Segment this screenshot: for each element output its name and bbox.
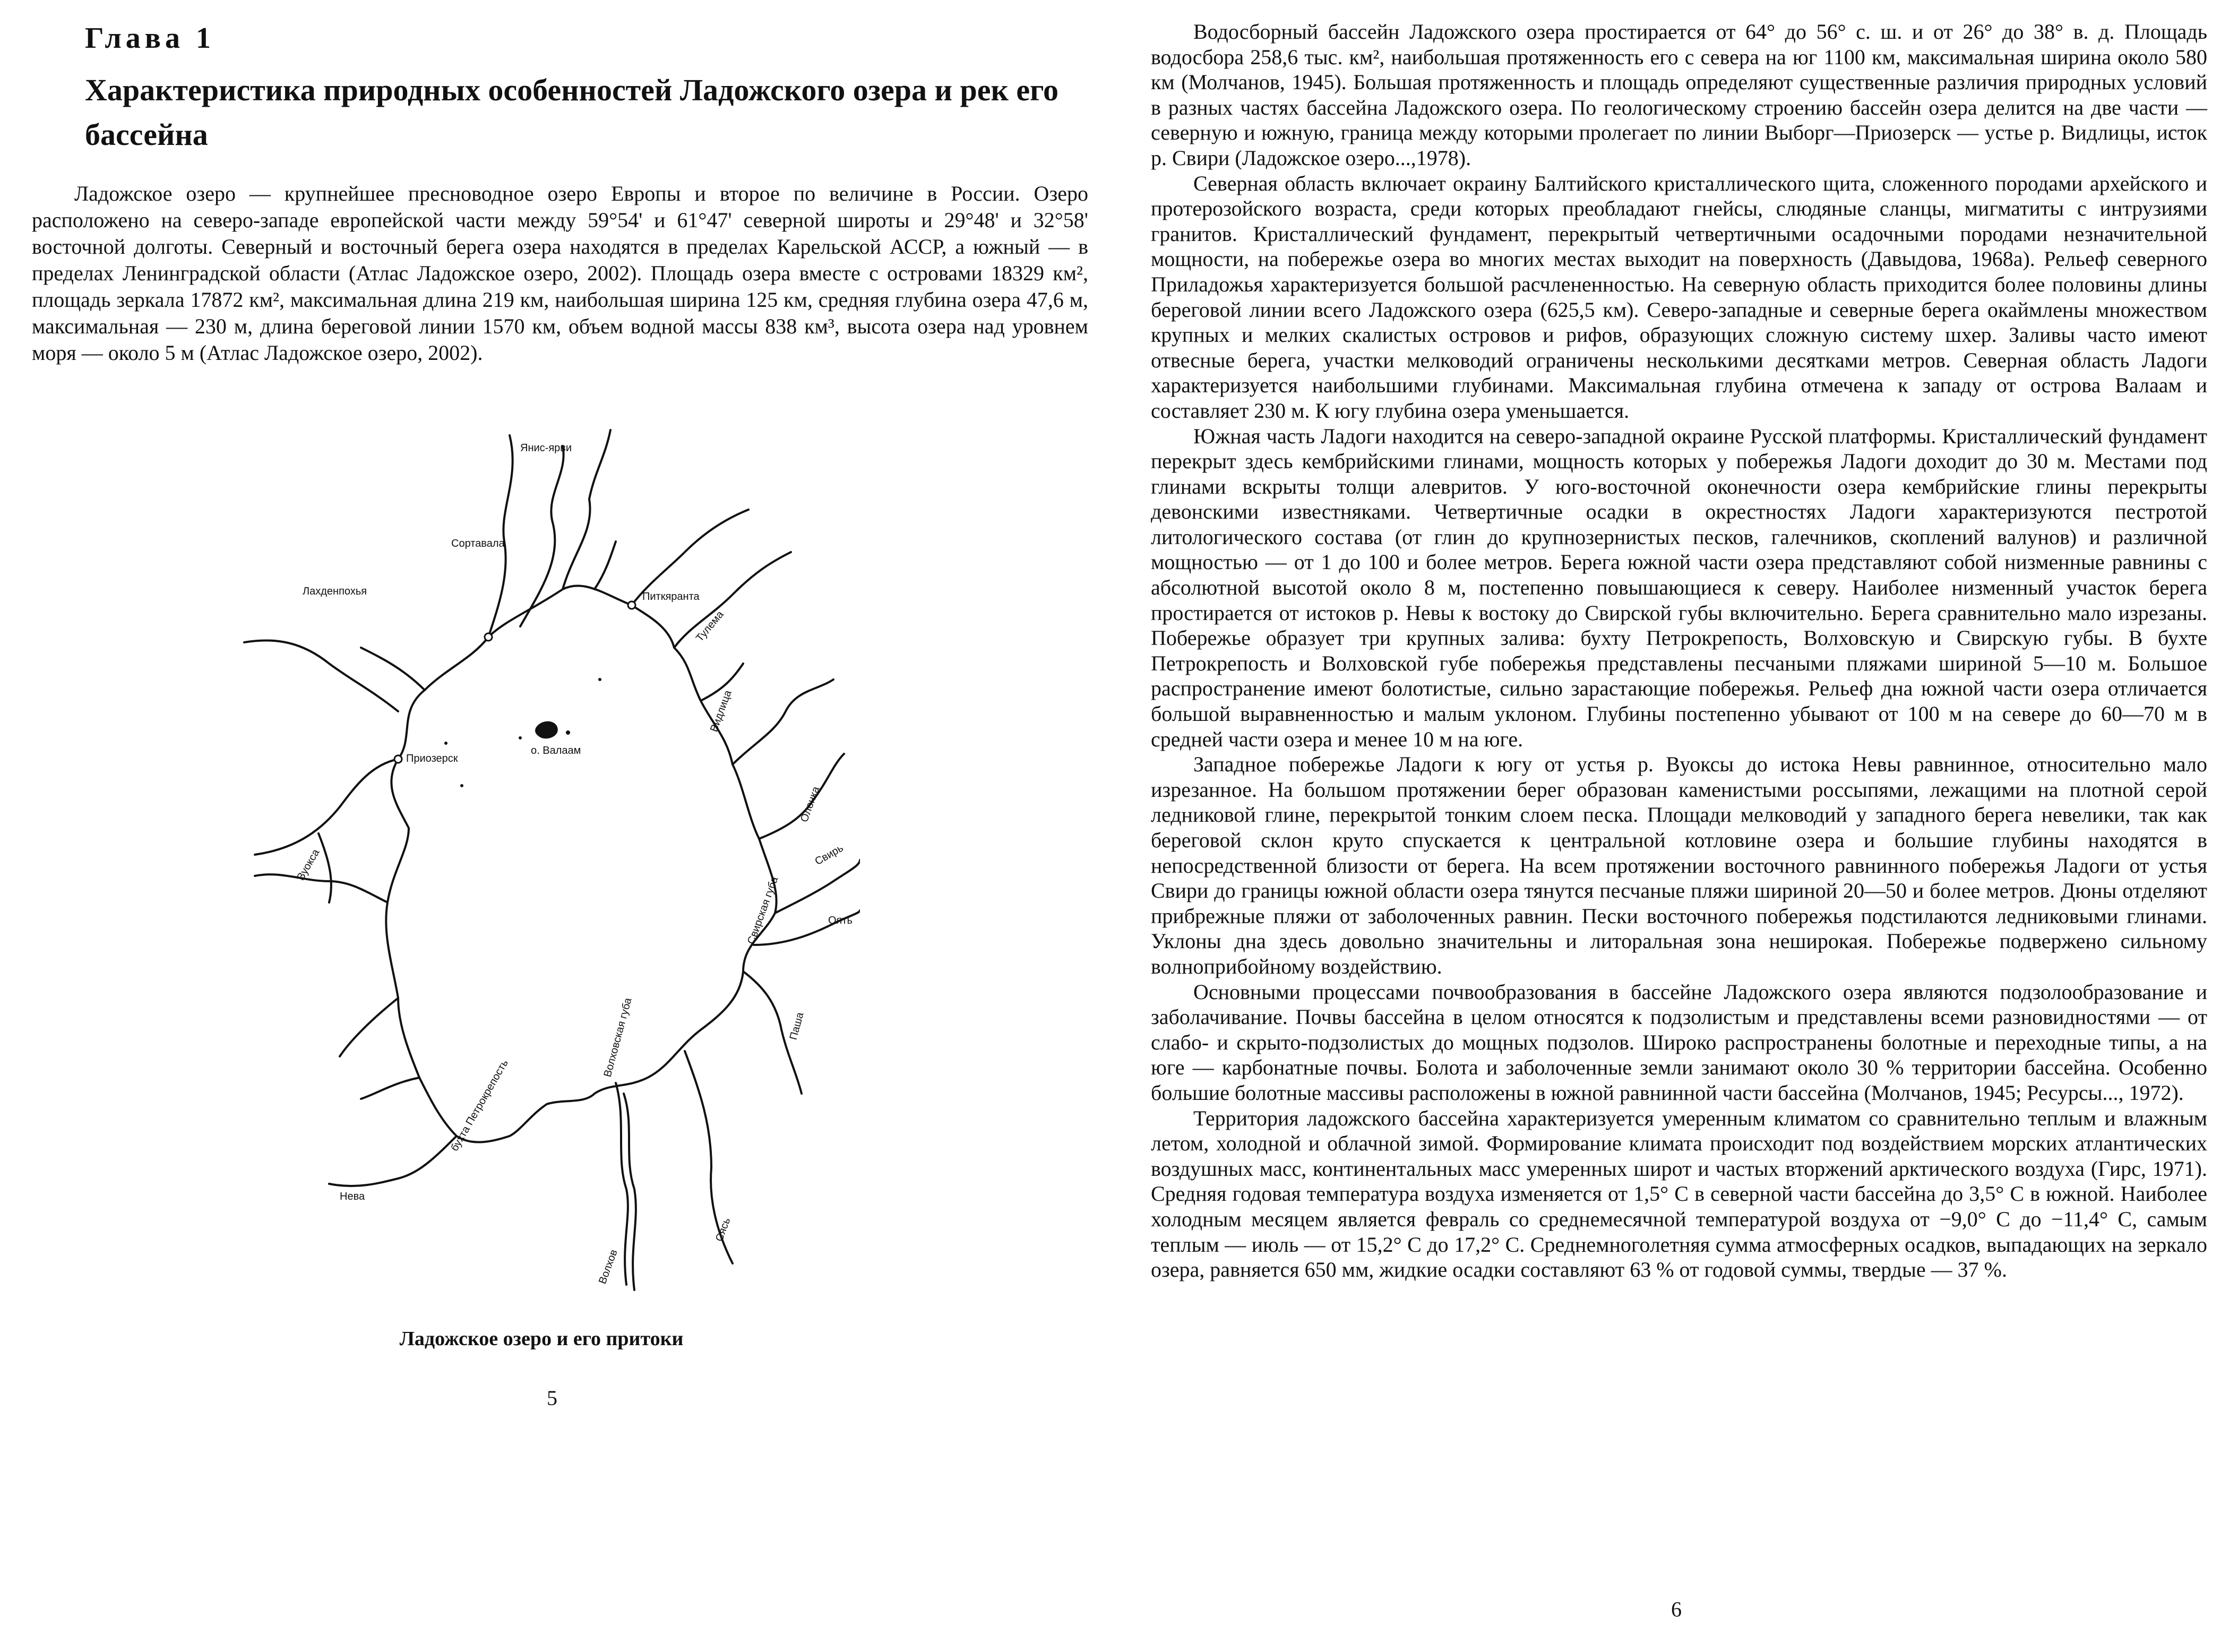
right-page: [1119, 0, 2238, 1652]
paragraph: Южная часть Ладоги находится на северо-западной окраине Русской платформы. Кристаллический фундамент перекрыт здесь кембрийскими глинами, мощность которых у побережья Ладоги доходит до 30 м. Местами под глинами вскрыты толщи алевритов. У юго-восточной оконечности озера кембрийские глины перекрыты девонскими известняками. Четвертичные осадки в окрестностях Ладоги характеризуются пестротой литологического состава (от глин до крупнозернистых песков, галечников, скоплений валунов) и различной мощностью — от 1 до 100 и более метров. Берега южной части озера представляют собой низменные равнины с абсолютной высотой около 8 м, постепенно повышающиеся к северу. Наиболее низменный участок берега простирается от истоков р. Невы к востоку до Свирской губы включительно. Берега сравнительно мало изрезаны. Побережье образует три крупных залива: бухту Петрокрепость, Волховскую и Свирскую губы. В бухте Петрокрепость и Волховской губе побережья представлены песчаными пляжами шириной 5—10 м. Большое распространение имеют болотистые, сильно зарастающие побережья. Рельеф дна южной части озера отличается большой выравненностью и малым уклоном. Глубины постепенно убывают от 100 м на севере до 60—70 м в средней части озера и менее 10 м на юге.: [1151, 424, 2207, 751]
ladoga-map: [223, 414, 860, 1317]
page-number-left: 5: [547, 1386, 557, 1410]
lake-shoreline: [386, 586, 776, 1142]
chapter-title: Характеристика природных особенностей Ладожского озера и рек его бассейна: [85, 73, 1059, 152]
map-label-volkhovskaya: Волховская губа: [601, 996, 634, 1079]
chapter-heading: Глава 1: [85, 22, 215, 55]
map-label-valaam: о. Валаам: [531, 745, 581, 756]
map-label-bukhta: бухта Петрокрепость: [449, 1057, 511, 1154]
paragraph: Территория ладожского бассейна характеризуется умеренным климатом со сравнительно теплым и влажным летом, холодной и облачной зимой. Формирование климата происходит под воздействием морских атлантических воздушных масс, континентальных масс умеренных широт и частых вторжений арктического воздуха (Гирс, 1971). Средняя годовая температура воздуха изменяется от 1,5° С в северной части бассейна до 3,5° С в южной. Наиболее холодным месяцем является февраль со среднемесячной температурой воздуха от −9,0° С до −11,4° С, самым теплым — июль — от 15,2° С до 17,2° С. Среднемноголетняя сумма атмосферных осадков, выпадающих на зеркало озера, равняется 650 мм, жидкие осадки составляют 63 % от годовой суммы, твердые — 37 %.: [1151, 1106, 2207, 1282]
right-text-block: [1151, 19, 2207, 1283]
map-label-svir: Свирь: [813, 842, 846, 868]
intro-paragraph: Ладожское озеро — крупнейшее пресноводное озеро Европы и второе по величине в России. Озеро расположено на северо-западе европейской части между 59°54' и 61°47' северной широты и 29°48' и 32°58' восточной долготы. Северный и восточный берега озера находятся в пределах Карельской АССР, а южный — в пределах Ленинградской области (Атлас Ладожское озеро, 2002). Площадь озера вместе с островами 18329 км², площадь зеркала 17872 км², максимальная длина 219 км, наибольшая ширина 125 км, средняя глубина озера 47,6 м, максимальная — 230 м, длина береговой линии 1570 км, объем водной массы 838 км³, высота озера над уровнем моря — около 5 м (Атлас Ладожское озеро, 2002).: [32, 182, 1088, 365]
map-label-svirskaya: Свирская губа: [745, 875, 781, 946]
map-label-sias: Сясь: [713, 1216, 733, 1243]
map-label-pasha: Паша: [787, 1011, 806, 1042]
map-label-vuoksa: Вуокса: [295, 847, 322, 883]
map-label-priozersk: Приозерск: [406, 753, 458, 764]
map-label-volkhov: Волхов: [597, 1248, 620, 1286]
map-label-vidlitsa: Видлица: [708, 689, 734, 734]
paragraph: Основными процессами почвообразования в бассейне Ладожского озера являются подзолообразование и заболачивание. Почвы бассейна в целом относятся к подзолистым и представлены всеми разновидностями — от слабо- и скрыто-подзолистых до мощных подзолов. Широко распространены болотные и переходные типы, а на юге — карбонатные почвы. Болота и заболоченные земли занимают около 30 % территории бассейна. Особенно большие болотные массивы расположены в южной равнинной части бассейна (Молчанов, 1945; Ресурсы..., 1972).: [1151, 979, 2207, 1105]
paragraph: Северная область включает окраину Балтийского кристаллического щита, сложенного породами архейского и протерозойского возраста, среди которых преобладают гнейсы, слюдяные сланцы, мигматиты с интрузиями гранитов. Кристаллический фундамент, перекрытый четвертичными осадочными породами незначительной мощности, на побережье озера во многих местах выходит на поверхность (Давыдова, 1968а). Рельеф северного Приладожья характеризуется большой расчлененностью. На северную область приходится более половины длины береговой линии всего Ладожского озера (625,5 км). Северо-западные и северные берега окаймлены множеством крупных и мелких скалистых островов и рифов, образующих сложную систему шхер. Заливы часто имеют отвесные берега, участки мелководий ограничены несколькими десятками метров. Северная область Ладоги характеризуется наибольшими глубинами. Максимальная глубина отмечена к западу от острова Валаам и составляет 230 м. К югу глубина озера уменьшается.: [1151, 171, 2207, 423]
map-label-sortavala: Сортавала: [451, 538, 505, 549]
page-number-right: 6: [1671, 1597, 1682, 1621]
map-label-pitkyaranta: Питкяранта: [642, 591, 700, 603]
map-label-neva: Нева: [340, 1191, 365, 1202]
map-label-oyat: Оять: [828, 915, 853, 926]
map-caption: Ладожское озеро и его притоки: [399, 1328, 684, 1350]
left-text-block: [32, 180, 1088, 366]
paragraph: Западное побережье Ладоги к югу от устья р. Вуоксы до истока Невы равнинное, относительно мало изрезанное. На большом протяжении берег образован каменистыми россыпями, лежащими на плотной серой ледниковой глине, перекрытой тонким слоем песка. Площади мелководий у западного берега невелики, так как береговой склон круто спускается к центральной котловине озера и большие глубины находятся в непосредственной близости от берега. На всем протяжении восточного равнинного побережья Ладоги от устья Свири до границы южной области озера тянутся песчаные пляжи шириной 20—50 и более метров. Дюны отделяют прибрежные пляжи от заболоченных равнин. Пески восточного побережья подстилаются ледниковыми глинами. Уклоны дна здесь довольно значительны и литоральная зона неширокая. Побережье подвержено сильному волноприбойному воздействию.: [1151, 752, 2207, 978]
map-label-lahdenpohya: Лахденпохья: [303, 586, 367, 597]
paragraph: Водосборный бассейн Ладожского озера простирается от 64° до 56° с. ш. и от 26° до 38° в. д. Площадь водосбора 258,6 тыс. км², наибольшая протяженность его с севера на юг 1100 км, максимальная ширина около 580 км (Молчанов, 1945). Большая протяженность и площадь определяют существенные различия природных условий в разных частях бассейна Ладожского озера. По геологическому строению бассейн озера делится на две части — северную и южную, граница между которыми пролегает по линии Выборг—Приозерск — устье р. Видлицы, исток р. Свири (Ладожское озеро...,1978).: [1151, 20, 2207, 170]
map-label-tuloma: Тулема: [693, 608, 726, 644]
map-label-yanisyarvi: Янис-ярви: [520, 442, 572, 454]
map-label-olonka: Олонка: [798, 785, 822, 824]
